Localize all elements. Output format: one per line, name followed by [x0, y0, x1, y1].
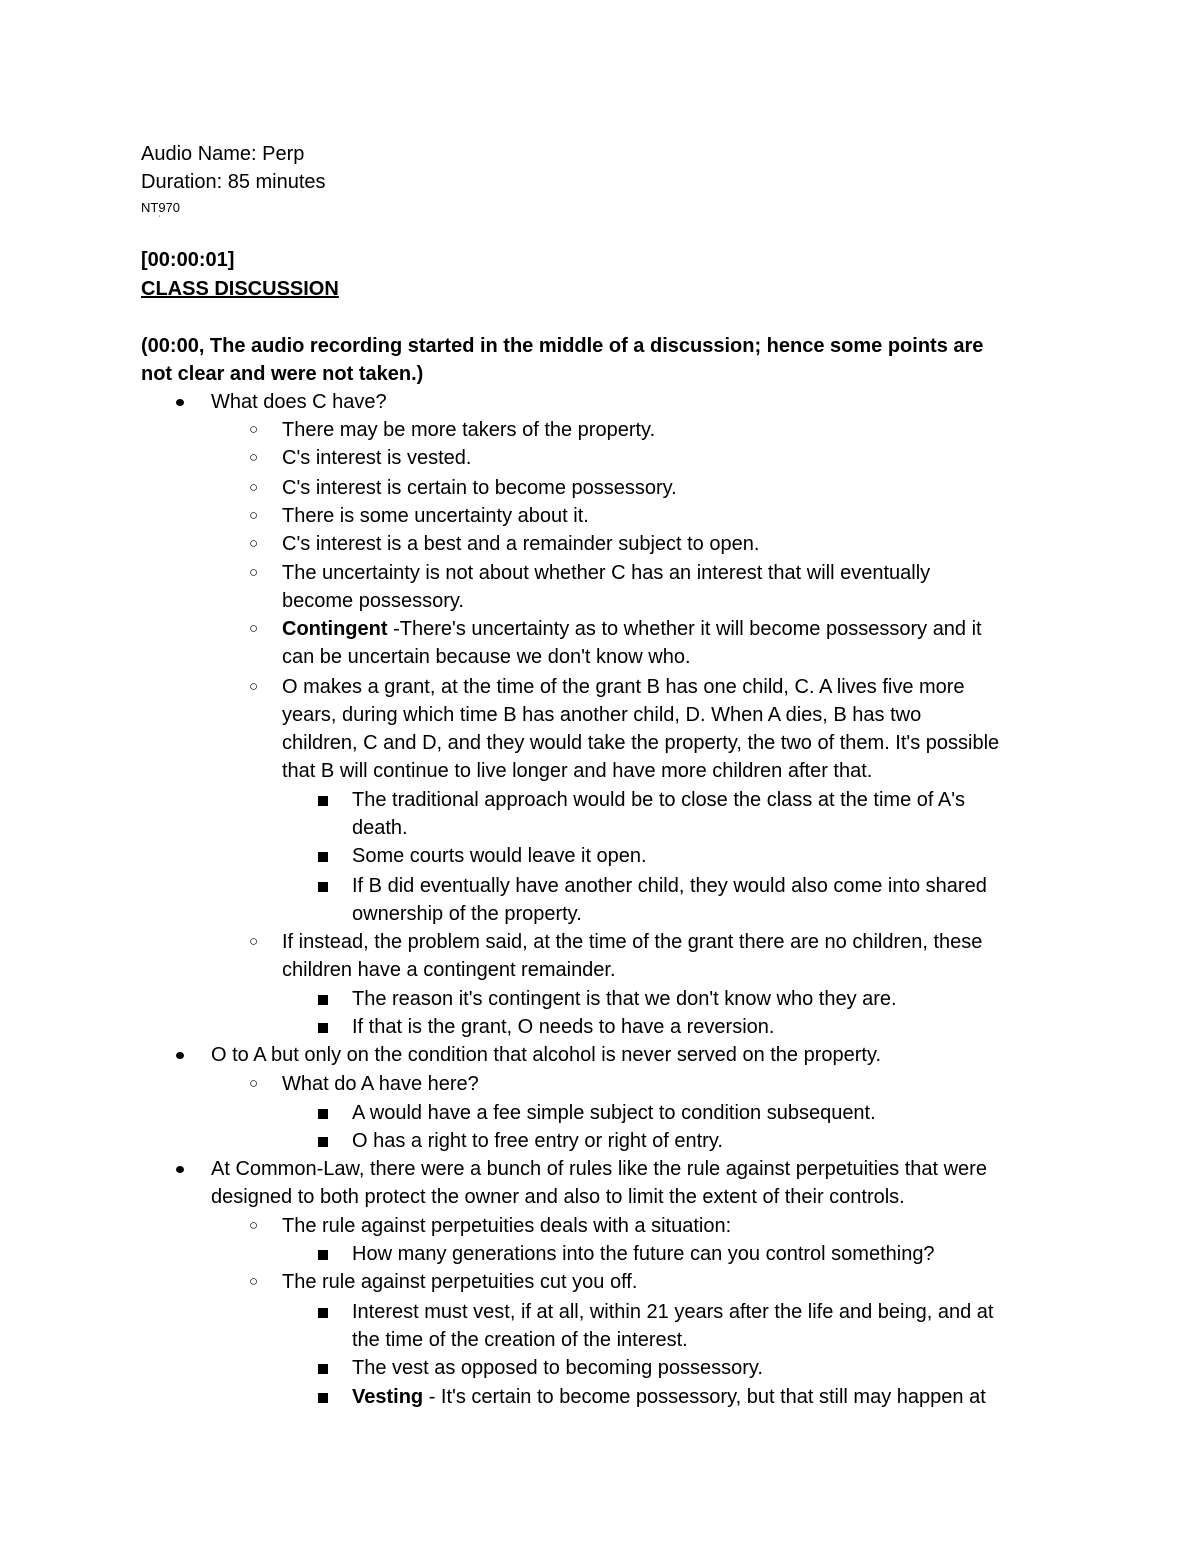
list-item: O to A but only on the condition that alcohol is never served on the property.: [211, 1044, 882, 1066]
list-item: [282, 615, 982, 643]
circle-bullet-icon: ○: [249, 449, 259, 466]
list-item: O has a right to free entry or right of entry.: [352, 1130, 723, 1152]
circle-bullet-icon: ○: [249, 479, 259, 496]
list-item: If B did eventually have another child, they would also come into shared: [352, 875, 987, 897]
square-bullet-icon: [318, 1250, 328, 1260]
list-item-continued: years, during which time B has another child, D. When A dies, B has two: [282, 704, 922, 726]
square-bullet-icon: [318, 1109, 328, 1119]
circle-bullet-icon: ○: [249, 1273, 259, 1290]
list-item-continued: children have a contingent remainder.: [282, 959, 616, 981]
square-bullet-icon: [318, 1308, 328, 1318]
list-item-continued: death.: [352, 817, 408, 839]
term-definition: - It's certain to become possessory, but that still may happen at: [423, 1386, 986, 1408]
square-bullet-icon: [318, 1364, 328, 1374]
list-item: What does C have?: [211, 391, 387, 413]
square-bullet-icon: [318, 1137, 328, 1147]
list-item: The rule against perpetuities cut you off.: [282, 1271, 638, 1293]
list-item: At Common-Law, there were a bunch of rules like the rule against perpetuities that were: [211, 1158, 987, 1180]
stray-mark: ˈ: [158, 215, 162, 226]
circle-bullet-icon: ○: [249, 535, 259, 552]
list-item-continued: that B will continue to live longer and have more children after that.: [282, 760, 873, 782]
list-item: There may be more takers of the property.: [282, 419, 656, 441]
list-item: A would have a fee simple subject to condition subsequent.: [352, 1102, 876, 1124]
list-item: O makes a grant, at the time of the grant B has one child, C. A lives five more: [282, 676, 965, 698]
circle-bullet-icon: ○: [249, 564, 259, 581]
list-item-continued: can be uncertain because we don't know who.: [282, 646, 691, 668]
list-item: C's interest is certain to become possessory.: [282, 477, 677, 499]
list-item: The uncertainty is not about whether C has an interest that will eventually: [282, 562, 931, 584]
list-item-continued: ownership of the property.: [352, 903, 582, 925]
square-bullet-icon: [318, 852, 328, 862]
list-item: The traditional approach would be to close the class at the time of A's: [352, 789, 966, 811]
list-item: What do A have here?: [282, 1073, 479, 1095]
list-item: The vest as opposed to becoming possessory.: [352, 1357, 763, 1379]
circle-bullet-icon: ○: [249, 1217, 259, 1234]
circle-bullet-icon: ○: [249, 421, 259, 438]
bullet-icon: [176, 399, 184, 406]
timestamp: [00:00:01]: [141, 249, 235, 271]
list-item-continued: the time of the creation of the interest.: [352, 1329, 688, 1351]
transcript-code: NT970: [141, 200, 181, 215]
note-line-2: not clear and were not taken.): [141, 363, 424, 385]
list-item: There is some uncertainty about it.: [282, 505, 589, 527]
list-item: Some courts would leave it open.: [352, 845, 647, 867]
circle-bullet-icon: ○: [249, 678, 259, 695]
circle-bullet-icon: ○: [249, 1075, 259, 1092]
audio-name: Audio Name: Perp: [141, 143, 305, 165]
list-item: C's interest is a best and a remainder subject to open.: [282, 533, 760, 555]
list-item: If that is the grant, O needs to have a reversion.: [352, 1016, 775, 1038]
term-definition: -There's uncertainty as to whether it will become possessory and it: [387, 618, 982, 640]
circle-bullet-icon: ○: [249, 620, 259, 637]
square-bullet-icon: [318, 1023, 328, 1033]
square-bullet-icon: [318, 995, 328, 1005]
circle-bullet-icon: ○: [249, 507, 259, 524]
list-item-continued: become possessory.: [282, 590, 464, 612]
duration: Duration: 85 minutes: [141, 171, 326, 193]
term-contingent: Contingent: [282, 618, 388, 640]
term-vesting: Vesting: [352, 1386, 424, 1408]
bullet-icon: [176, 1052, 184, 1059]
section-title: CLASS DISCUSSION: [141, 278, 339, 300]
list-item-continued: children, C and D, and they would take the property, the two of them. It's possible: [282, 732, 1000, 754]
list-item-continued: designed to both protect the owner and also to limit the extent of their controls.: [211, 1186, 905, 1208]
circle-bullet-icon: ○: [249, 933, 259, 950]
note-line-1: (00:00, The audio recording started in the middle of a discussion; hence some points are: [141, 335, 984, 357]
square-bullet-icon: [318, 796, 328, 806]
square-bullet-icon: [318, 1393, 328, 1403]
bullet-icon: [176, 1166, 184, 1173]
list-item: [352, 1383, 986, 1411]
list-item: The rule against perpetuities deals with a situation:: [282, 1215, 732, 1237]
list-item: Interest must vest, if at all, within 21 years after the life and being, and at: [352, 1301, 994, 1323]
list-item: The reason it's contingent is that we don't know who they are.: [352, 988, 897, 1010]
list-item: How many generations into the future can you control something?: [352, 1243, 935, 1265]
list-item: C's interest is vested.: [282, 447, 472, 469]
list-item: If instead, the problem said, at the time of the grant there are no children, these: [282, 931, 983, 953]
square-bullet-icon: [318, 882, 328, 892]
